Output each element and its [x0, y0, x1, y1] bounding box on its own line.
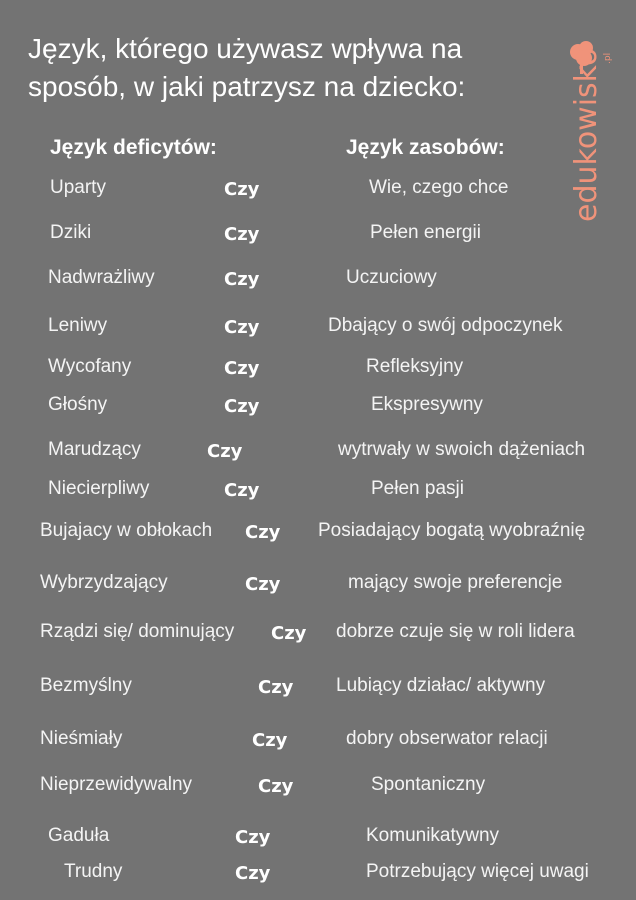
deficit-term: Rządzi się/ dominujący — [40, 621, 235, 642]
resource-term: Pełen energii — [370, 222, 481, 243]
deficit-term: Trudny — [64, 861, 123, 882]
resource-term: Posiadający bogatą wyobraźnię — [318, 520, 586, 541]
czy-connector: Czy — [224, 396, 260, 417]
czy-connector: Czy — [224, 480, 260, 501]
czy-connector: Czy — [245, 574, 281, 595]
resource-term: Lubiący działac/ aktywny — [336, 675, 546, 696]
resource-term: dobry obserwator relacji — [346, 728, 548, 749]
czy-connector: Czy — [207, 441, 243, 462]
czy-connector: Czy — [245, 522, 281, 543]
deficit-term: Niecierpliwy — [48, 478, 150, 499]
deficit-term: Nieprzewidywalny — [40, 774, 193, 795]
page-title: Język, którego używasz wpływa na sposób, w jaki patrzysz na dziecko: — [28, 33, 466, 102]
deficit-term: Marudzący — [48, 439, 141, 460]
deficit-term: Dziki — [50, 222, 92, 243]
resource-term: Wie, czego chce — [369, 177, 509, 198]
deficit-term: Wycofany — [48, 356, 132, 377]
czy-connector: Czy — [271, 623, 307, 644]
resource-term: Uczuciowy — [346, 267, 437, 288]
resource-term: Refleksyjny — [366, 356, 464, 377]
czy-connector: Czy — [224, 358, 260, 379]
deficits-header: Język deficytów: — [50, 136, 217, 159]
deficit-term: Gaduła — [48, 825, 110, 846]
svg-text:.pl: .pl — [603, 52, 613, 64]
resource-term: dobrze czuje się w roli lidera — [336, 621, 575, 642]
resource-term: Komunikatywny — [366, 825, 500, 846]
czy-connector: Czy — [235, 827, 271, 848]
deficit-term: Nadwrażliwy — [48, 267, 155, 288]
resource-term: Dbający o swój odpoczynek — [328, 315, 563, 336]
czy-connector: Czy — [224, 317, 260, 338]
resource-term: Spontaniczny — [371, 774, 486, 795]
deficit-term: Głośny — [48, 394, 108, 415]
resource-term: Ekspresywny — [371, 394, 483, 415]
resource-term: mający swoje preferencje — [348, 572, 563, 593]
deficit-term: Nieśmiały — [40, 728, 123, 749]
deficit-term: Bezmyślny — [40, 675, 132, 696]
svg-text:edukowisko: edukowisko — [569, 47, 604, 222]
deficit-term: Uparty — [50, 177, 106, 198]
resources-header: Język zasobów: — [346, 136, 505, 159]
edukowisko-logo — [562, 40, 622, 225]
czy-connector: Czy — [252, 730, 288, 751]
resource-term: Pełen pasji — [371, 478, 464, 499]
deficit-term: Wybrzydzający — [40, 572, 168, 593]
czy-connector: Czy — [258, 776, 294, 797]
resource-term: wytrwały w swoich dążeniach — [338, 439, 586, 460]
czy-connector: Czy — [258, 677, 294, 698]
czy-connector: Czy — [235, 863, 271, 884]
czy-connector: Czy — [224, 179, 260, 200]
resource-term: Potrzebujący więcej uwagi — [366, 861, 589, 882]
deficit-term: Bujajacy w obłokach — [40, 520, 213, 541]
czy-connector: Czy — [224, 224, 260, 245]
deficit-term: Leniwy — [48, 315, 108, 336]
czy-connector: Czy — [224, 269, 260, 290]
